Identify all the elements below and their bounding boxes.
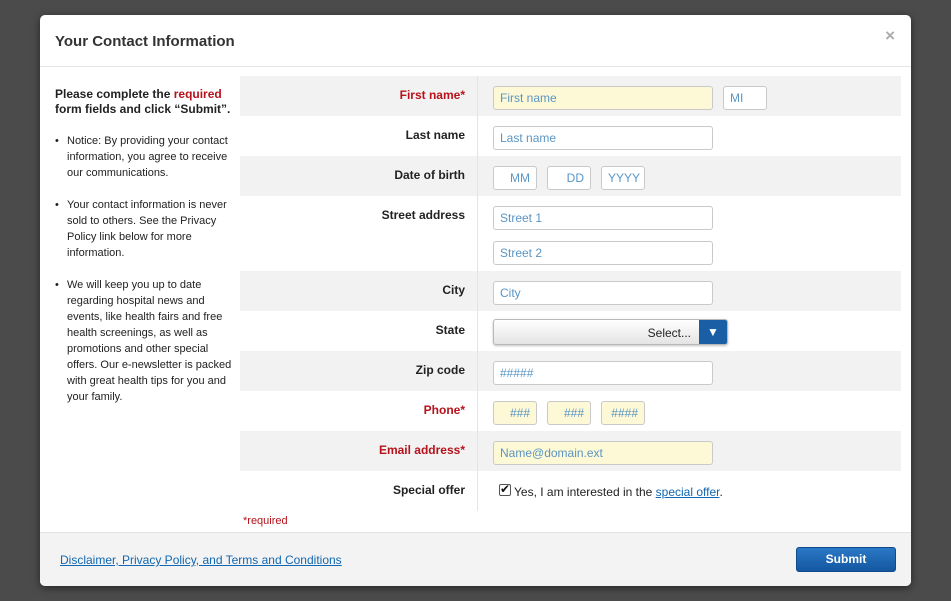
contact-form (240, 76, 901, 511)
row-divider (477, 196, 478, 271)
phone-label: Phone* (423, 403, 465, 417)
row-email (240, 431, 901, 471)
row-zip-code (240, 351, 901, 391)
special-offer-prefix: Yes, I am interested in the (514, 485, 656, 499)
row-divider (477, 76, 478, 116)
notice-item: • We will keep you up to date regarding hospital news and events, like health fairs and free health screenings, as well as promotions and other special offers. Our e-newsletter is packed with great health tips for you and your family. (55, 277, 237, 405)
row-state (240, 311, 901, 351)
row-special-offer (240, 471, 901, 511)
intro-required-word: required (173, 87, 222, 101)
row-divider (477, 431, 478, 471)
email-field[interactable]: Name@domain.ext (493, 441, 713, 465)
last-name-label: Last name (405, 128, 465, 142)
special-offer-link[interactable]: special offer (655, 485, 720, 499)
state-label: State (435, 323, 465, 337)
special-offer-suffix: . (719, 485, 723, 499)
contact-dialog (40, 15, 911, 586)
notice-item: • Your contact information is never sold to others. See the Privacy Policy link below for more information. (55, 197, 237, 261)
row-divider (477, 311, 478, 351)
disclaimer-link[interactable]: Disclaimer, Privacy Policy, and Terms and Conditions (60, 553, 342, 567)
row-divider (477, 271, 478, 311)
row-date-of-birth (240, 156, 901, 196)
street-address-label: Street address (381, 208, 465, 222)
phone-prefix-field[interactable]: ### (547, 401, 591, 425)
close-icon[interactable]: × (885, 26, 895, 45)
dob-day-field[interactable]: DD (547, 166, 591, 190)
instructions-intro (55, 87, 237, 117)
submit-button[interactable]: Submit (796, 547, 896, 572)
special-offer-text (514, 485, 723, 499)
dob-month-field[interactable]: MM (493, 166, 537, 190)
dialog-title: Your Contact Information (55, 33, 235, 50)
row-divider (477, 391, 478, 431)
required-note: *required (243, 515, 288, 527)
first-name-label: First name* (399, 88, 465, 102)
row-divider (477, 471, 478, 511)
intro-text-start: Please complete the (55, 87, 174, 101)
row-last-name (240, 116, 901, 156)
row-divider (477, 116, 478, 156)
row-divider (477, 156, 478, 196)
state-selected-value: Select... (647, 326, 691, 340)
last-name-field[interactable]: Last name (493, 126, 713, 150)
first-name-field[interactable]: First name (493, 86, 713, 110)
state-select[interactable] (493, 319, 728, 345)
row-street-address (240, 196, 901, 271)
zip-code-field[interactable]: ##### (493, 361, 713, 385)
row-first-name (240, 76, 901, 116)
notice-item: • Notice: By providing your contact information, you agree to receive our communications. (55, 133, 237, 181)
email-label: Email address* (378, 443, 465, 457)
phone-line-field[interactable]: #### (601, 401, 645, 425)
city-field[interactable]: City (493, 281, 713, 305)
row-divider (477, 351, 478, 391)
street1-field[interactable]: Street 1 (493, 206, 713, 230)
dob-label: Date of birth (394, 168, 465, 182)
instructions-sidebar (55, 87, 237, 421)
intro-text-end: form fields and click “Submit”. (55, 102, 231, 116)
dialog-header (40, 15, 911, 67)
row-city (240, 271, 901, 311)
phone-area-field[interactable]: ### (493, 401, 537, 425)
special-offer-checkbox[interactable] (499, 484, 511, 496)
city-label: City (442, 283, 465, 297)
street2-field[interactable]: Street 2 (493, 241, 713, 265)
chevron-down-icon[interactable]: ▼ (699, 320, 727, 344)
dob-year-field[interactable]: YYYY (601, 166, 645, 190)
notice-list (55, 133, 237, 405)
row-phone (240, 391, 901, 431)
middle-initial-field[interactable]: MI (723, 86, 767, 110)
zip-code-label: Zip code (415, 363, 465, 377)
special-offer-label: Special offer (392, 483, 465, 497)
dialog-footer (40, 532, 911, 586)
